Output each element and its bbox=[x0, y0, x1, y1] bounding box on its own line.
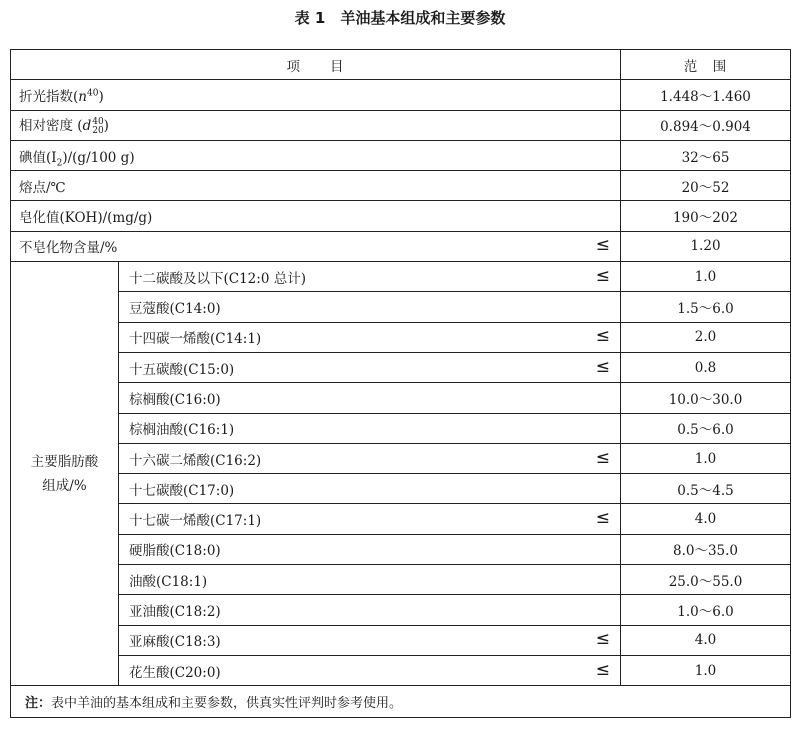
fatty-acid-label: 硬脂酸(C18:0) bbox=[119, 534, 621, 564]
leq-symbol: ≤ bbox=[595, 508, 610, 529]
param-label: 不皂化物含量/% ≤ bbox=[11, 231, 621, 261]
fatty-acid-value: 0.5～4.5 bbox=[621, 474, 791, 504]
fatty-acid-value: 10.0～30.0 bbox=[621, 383, 791, 413]
fatty-acid-value: 4.0 bbox=[621, 625, 791, 655]
header-row bbox=[11, 50, 791, 80]
fatty-acid-label: 十二碳酸及以下(C12:0 总计) ≤ bbox=[119, 262, 621, 292]
table-row bbox=[11, 201, 791, 231]
note-text: 表中羊油的基本组成和主要参数，供真实性评判时参考使用。 bbox=[51, 696, 403, 712]
fatty-acid-value: 25.0～55.0 bbox=[621, 565, 791, 595]
table-row bbox=[11, 504, 791, 534]
param-value: 1.20 bbox=[621, 231, 791, 261]
table-row bbox=[11, 383, 791, 413]
header-item: 项 目 bbox=[11, 50, 621, 80]
table-row bbox=[11, 352, 791, 382]
table-row bbox=[11, 292, 791, 322]
param-value: 32～65 bbox=[621, 140, 791, 170]
fatty-acid-label: 亚麻酸(C18:3) ≤ bbox=[119, 625, 621, 655]
fatty-acid-label: 十六碳二烯酸(C16:2) ≤ bbox=[119, 443, 621, 473]
fatty-acid-value: 0.8 bbox=[621, 352, 791, 382]
table-note bbox=[11, 686, 791, 718]
fatty-acid-label: 棕榈酸(C16:0) bbox=[119, 383, 621, 413]
fatty-acid-value: 4.0 bbox=[621, 504, 791, 534]
fatty-acid-label: 十五碳酸(C15:0) ≤ bbox=[119, 352, 621, 382]
fatty-acid-label: 十七碳酸(C17:0) bbox=[119, 474, 621, 504]
fatty-acid-label: 豆蔻酸(C14:0) bbox=[119, 292, 621, 322]
fatty-acid-value: 1.0 bbox=[621, 262, 791, 292]
table-row bbox=[11, 262, 791, 292]
fatty-acid-value: 1.5～6.0 bbox=[621, 292, 791, 322]
param-value: 20～52 bbox=[621, 171, 791, 201]
param-label: 皂化值(KOH)/(mg/g) bbox=[11, 201, 621, 231]
table-row bbox=[11, 80, 791, 110]
table-row bbox=[11, 625, 791, 655]
table-row bbox=[11, 595, 791, 625]
table-row bbox=[11, 322, 791, 352]
table-row bbox=[11, 231, 791, 261]
param-value: 1.448～1.460 bbox=[621, 80, 791, 110]
fatty-acid-value: 8.0～35.0 bbox=[621, 534, 791, 564]
table-row bbox=[11, 474, 791, 504]
fatty-acid-label: 十四碳一烯酸(C14:1) ≤ bbox=[119, 322, 621, 352]
leq-symbol: ≤ bbox=[595, 356, 610, 377]
header-range: 范 围 bbox=[621, 50, 791, 80]
param-label: 折光指数$(n^{40})$ bbox=[11, 80, 621, 110]
table-row bbox=[11, 655, 791, 685]
fatty-acid-value: 1.0～6.0 bbox=[621, 595, 791, 625]
table-row bbox=[11, 534, 791, 564]
leq-symbol: ≤ bbox=[595, 265, 610, 286]
fatty-acid-label: 十七碳一烯酸(C17:1) ≤ bbox=[119, 504, 621, 534]
fatty-acid-value: 2.0 bbox=[621, 322, 791, 352]
leq-symbol: ≤ bbox=[595, 447, 610, 468]
fatty-acid-value: 1.0 bbox=[621, 443, 791, 473]
param-label: 相对密度 (d40 20) bbox=[11, 110, 621, 140]
table-row bbox=[11, 565, 791, 595]
param-label: 碘值$(I_2)/(g/100$ g) bbox=[11, 140, 621, 170]
fatty-acid-label: 油酸(C18:1) bbox=[119, 565, 621, 595]
leq-symbol: ≤ bbox=[595, 235, 610, 256]
leq-symbol: ≤ bbox=[595, 659, 610, 680]
note-prefix: 注： bbox=[25, 696, 52, 712]
param-label: 熔点/℃ bbox=[11, 171, 621, 201]
fatty-acid-group-label: 主要脂肪酸 组成/% bbox=[11, 262, 119, 686]
fatty-acid-label: 花生酸(C20:0) ≤ bbox=[119, 655, 621, 685]
leq-symbol: ≤ bbox=[595, 326, 610, 347]
table-row bbox=[11, 110, 791, 140]
table-row bbox=[11, 443, 791, 473]
table-caption: 表 1 羊油基本组成和主要参数 bbox=[294, 9, 506, 27]
leq-symbol: ≤ bbox=[595, 629, 610, 650]
parameter-table bbox=[10, 49, 791, 718]
fatty-acid-value: 0.5～6.0 bbox=[621, 413, 791, 443]
table-row bbox=[11, 140, 791, 170]
fatty-acid-label: 亚油酸(C18:2) bbox=[119, 595, 621, 625]
table-row bbox=[11, 413, 791, 443]
table-row bbox=[11, 171, 791, 201]
fatty-acid-value: 1.0 bbox=[621, 655, 791, 685]
note-row bbox=[11, 686, 791, 718]
param-value: 0.894～0.904 bbox=[621, 110, 791, 140]
fatty-acid-label: 棕榈油酸(C16:1) bbox=[119, 413, 621, 443]
param-value: 190～202 bbox=[621, 201, 791, 231]
